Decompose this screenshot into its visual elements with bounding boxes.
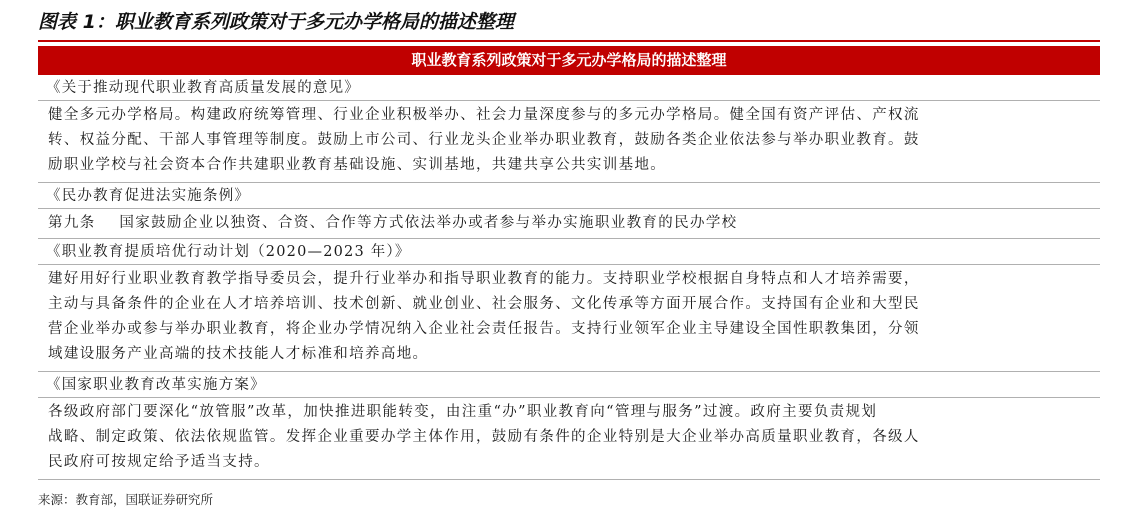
description-line: 各级政府部门要深化“放管服”改革，加快推进职能转变，由注重“办”职业教育向“管理与服务”过渡。政府主要负责规划 [48,404,878,420]
document-description [38,209,1100,239]
document-description [38,101,1100,183]
figure-title: 图表 1：职业教育系列政策对于多元办学格局的描述整理 [38,11,514,33]
document-title-row [38,372,1100,398]
document-title-row [38,75,1100,101]
description-line: 域建设服务产业高端的技术技能人才标准和培养高地。 [48,346,429,362]
description-line: 营企业举办或参与举办职业教育，将企业办学情况纳入企业社会责任报告。支持行业领军企业主导建设全国性职教集团，分领 [48,321,920,337]
document-title-row [38,183,1100,209]
description-line: 战略、制定政策、依法依规监管。发挥企业重要办学主体作用，鼓励有条件的企业特别是大企业举办高质量职业教育，各级人 [48,429,920,445]
description-line: 转、权益分配、干部人事管理等制度。鼓励上市公司、行业龙头企业举办职业教育，鼓励各类企业依法参与举办职业教育。鼓 [48,132,920,148]
document-title-row [38,239,1100,265]
description-line: 第九条 国家鼓励企业以独资、合资、合作等方式依法举办或者参与举办实施职业教育的民办学校 [48,215,738,231]
description-line: 励职业学校与社会资本合作共建职业教育基础设施、实训基地，共建共享公共实训基地。 [48,157,667,173]
table-header: 职业教育系列政策对于多元办学格局的描述整理 [38,46,1100,75]
document-description [38,398,1100,480]
description-line: 民政府可按规定给予适当支持。 [48,454,270,470]
description-line: 健全多元办学格局。构建政府统筹管理、行业企业积极举办、社会力量深度参与的多元办学格局。健全国有资产评估、产权流 [48,107,920,123]
document-title: 《职业教育提质培优行动计划（2020—2023 年）》 [46,244,411,260]
description-line: 主动与具备条件的企业在人才培养培训、技术创新、就业创业、社会服务、文化传承等方面开展合作。支持国有企业和大型民 [48,296,920,312]
document-description [38,265,1100,372]
document-title: 《国家职业教育改革实施方案》 [46,377,266,393]
document-title: 《关于推动现代职业教育高质量发展的意见》 [46,80,360,96]
policy-table [38,46,1100,480]
title-rule [38,40,1100,42]
description-line: 建好用好行业职业教育教学指导委员会，提升行业举办和指导职业教育的能力。支持职业学校根据自身特点和人才培养需要， [48,271,920,287]
source-note: 来源：教育部，国联证券研究所 [38,492,214,507]
document-title: 《民办教育促进法实施条例》 [46,188,251,204]
